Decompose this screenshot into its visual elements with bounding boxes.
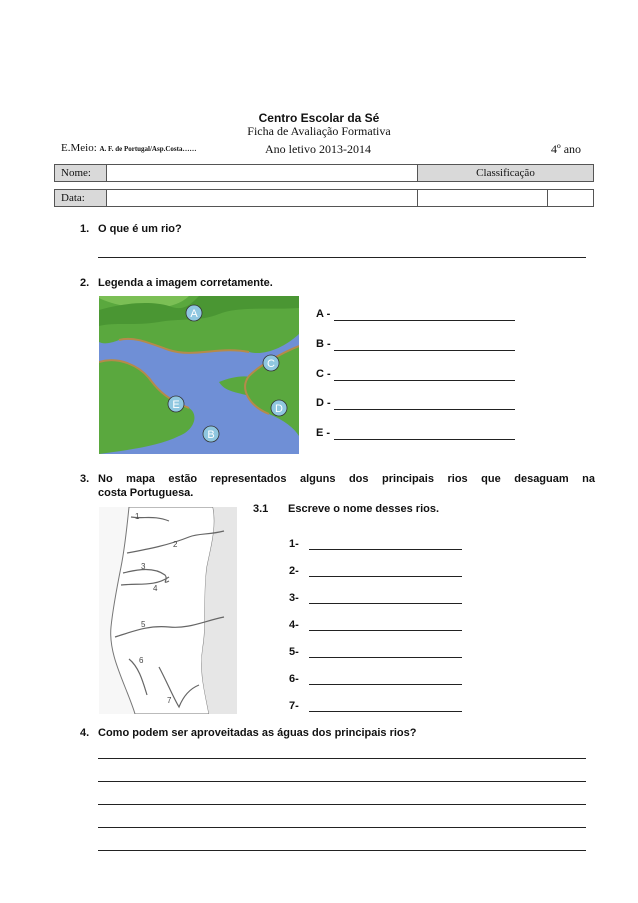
question-3-1-text: Escreve o nome desses rios. — [288, 503, 440, 515]
question-3-1-number: 3.1 — [253, 503, 269, 515]
subject-detail: A. F. de Portugal/Asp.Costa…… — [99, 145, 197, 153]
map-marker-5: 5 — [141, 620, 146, 629]
question-2 — [80, 276, 273, 290]
question-2-number: 2. — [80, 277, 90, 289]
question-3-line1 — [80, 472, 595, 486]
question-3-1 — [253, 502, 439, 516]
image-marker-d: D — [275, 403, 283, 415]
answer-line-d[interactable] — [334, 409, 515, 410]
classification-field[interactable] — [418, 190, 548, 207]
grade-level: 4º ano — [551, 142, 582, 156]
question-4 — [80, 726, 416, 740]
answer-line-river-4[interactable] — [309, 630, 462, 631]
school-title: Centro Escolar da Sé — [258, 111, 380, 125]
answer-line-c[interactable] — [334, 380, 515, 381]
map-marker-3: 3 — [141, 562, 146, 571]
answer-line-q4-1[interactable] — [98, 758, 586, 759]
label-b: B - — [316, 338, 331, 350]
subject-line — [61, 142, 196, 154]
question-4-number: 4. — [80, 727, 90, 739]
map-marker-1: 1 — [135, 512, 140, 521]
answer-line-q4-4[interactable] — [98, 827, 586, 828]
question-3 — [80, 472, 595, 500]
date-row — [54, 189, 594, 207]
river-label-2: 2- — [289, 565, 299, 577]
map-marker-2: 2 — [173, 540, 178, 549]
answer-line-river-3[interactable] — [309, 603, 462, 604]
river-label-7: 7- — [289, 700, 299, 712]
image-marker-c: C — [267, 358, 275, 370]
worksheet-subtitle: Ficha de Avaliação Formativa — [247, 124, 391, 138]
river-label-1: 1- — [289, 538, 299, 550]
question-3-text-1: No mapa estão representados alguns dos principais rios que desaguam na — [98, 473, 595, 485]
answer-line-river-6[interactable] — [309, 684, 462, 685]
river-label-6: 6- — [289, 673, 299, 685]
question-2-text: Legenda a imagem corretamente. — [98, 277, 273, 289]
answer-line-q4-2[interactable] — [98, 781, 586, 782]
answer-line-q1[interactable] — [98, 257, 586, 258]
answer-line-river-5[interactable] — [309, 657, 462, 658]
label-e: E - — [316, 427, 331, 439]
question-1-text: O que é um rio? — [98, 223, 182, 235]
question-3-number: 3. — [80, 473, 90, 485]
question-3-text-2: costa Portuguesa. — [98, 487, 194, 499]
answer-line-q4-5[interactable] — [98, 850, 586, 851]
answer-line-b[interactable] — [334, 350, 515, 351]
answer-line-river-1[interactable] — [309, 549, 462, 550]
date-label: Data: — [55, 190, 107, 207]
answer-line-river-2[interactable] — [309, 576, 462, 577]
name-field[interactable] — [107, 165, 418, 182]
subject-prefix: E.Meio: — [61, 142, 97, 154]
map-marker-7: 7 — [167, 696, 172, 705]
score-field[interactable] — [548, 190, 594, 207]
map-marker-4: 4 — [153, 584, 158, 593]
date-field[interactable] — [107, 190, 418, 207]
river-landscape-image — [99, 296, 299, 454]
classification-label: Classificação — [418, 165, 594, 182]
label-d: D - — [316, 397, 331, 409]
label-c: C - — [316, 368, 331, 380]
name-label: Nome: — [55, 165, 107, 182]
map-marker-6: 6 — [139, 656, 144, 665]
school-year: Ano letivo 2013-2014 — [265, 142, 371, 156]
label-a: A - — [316, 308, 331, 320]
river-label-3: 3- — [289, 592, 299, 604]
question-4-text: Como podem ser aproveitadas as águas dos principais rios? — [98, 727, 417, 739]
answer-line-a[interactable] — [334, 320, 515, 321]
question-1 — [80, 222, 182, 236]
question-1-number: 1. — [80, 223, 90, 235]
answer-line-e[interactable] — [334, 439, 515, 440]
river-label-4: 4- — [289, 619, 299, 631]
portugal-map-image — [99, 507, 237, 714]
name-row — [54, 164, 594, 182]
answer-line-river-7[interactable] — [309, 711, 462, 712]
image-marker-b: B — [207, 429, 215, 441]
image-marker-a: A — [190, 308, 198, 320]
image-marker-e: E — [172, 399, 180, 411]
river-label-5: 5- — [289, 646, 299, 658]
answer-line-q4-3[interactable] — [98, 804, 586, 805]
